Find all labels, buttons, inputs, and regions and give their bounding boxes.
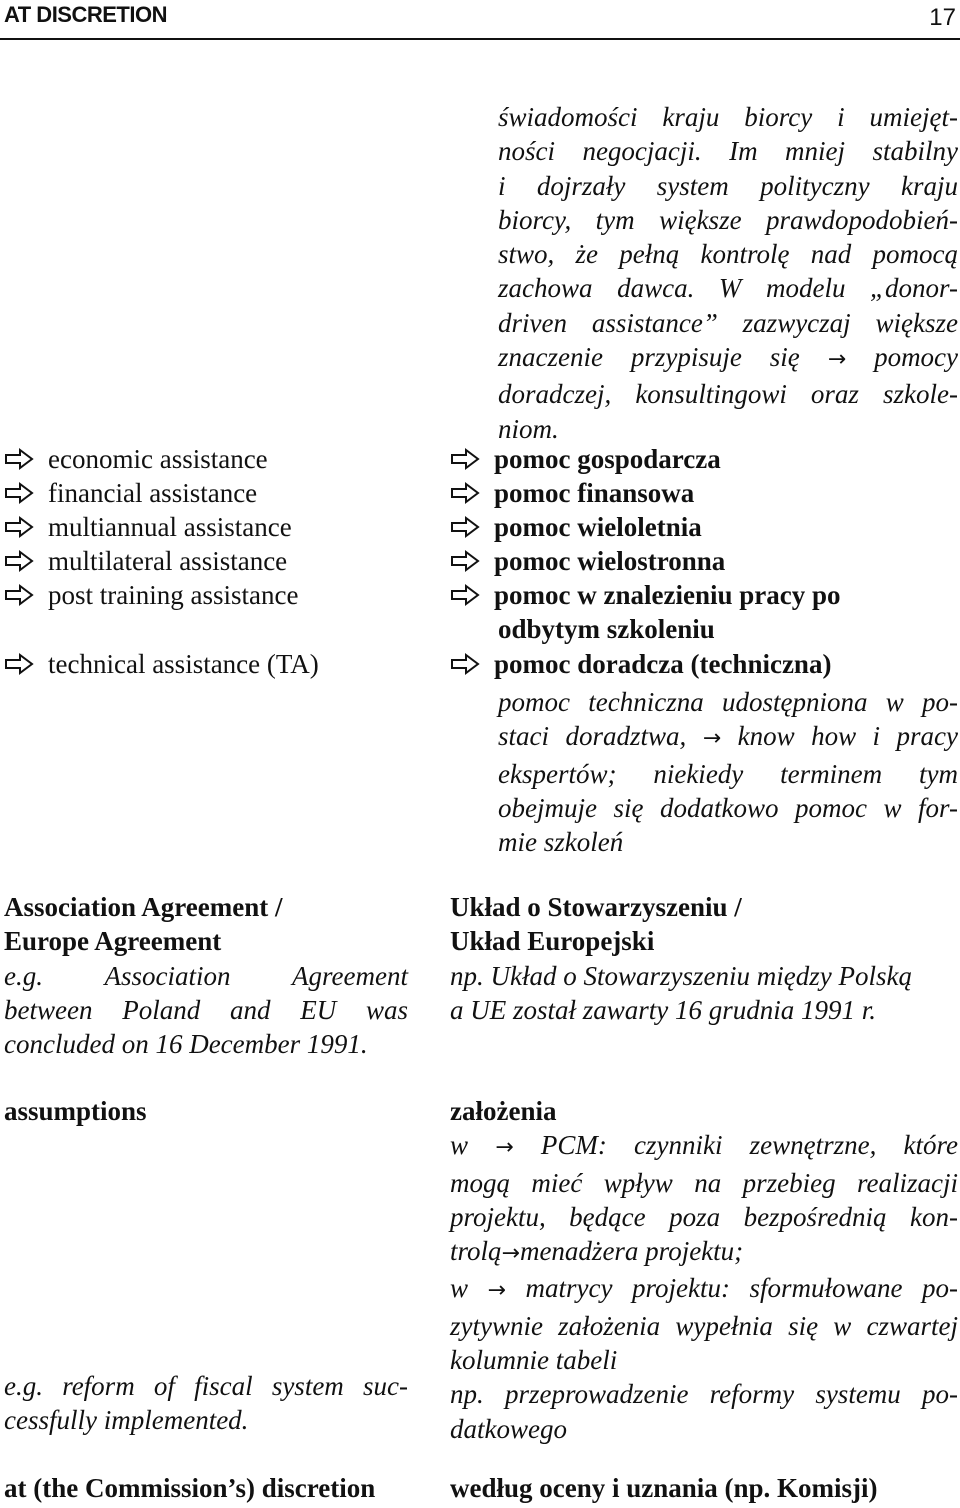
- hollow-right-arrow-icon: [450, 582, 480, 604]
- hollow-right-arrow-icon: [450, 446, 480, 468]
- term-title: Europe Agreement: [4, 926, 222, 957]
- hollow-right-arrow-icon: [4, 582, 34, 604]
- hollow-right-arrow-icon: [4, 651, 34, 673]
- term-pl: pomoc wieloletnia: [450, 512, 702, 543]
- term-en: financial assistance: [4, 478, 257, 509]
- hollow-right-arrow-icon: [4, 446, 34, 468]
- assistance-terms-pl: [450, 444, 950, 684]
- section-title: AT DISCRETION: [4, 2, 167, 27]
- def-line-with-arrow: w → matrycy projektu: sformułowane po-: [450, 1273, 959, 1304]
- hollow-right-arrow-icon: [4, 514, 34, 536]
- term-en: multiannual assistance: [4, 512, 292, 543]
- right-arrow-icon: →: [702, 726, 722, 752]
- term-en: technical assistance (TA): [4, 649, 319, 680]
- term-title: założenia: [450, 1096, 557, 1126]
- term-pl: pomoc w znalezieniu pracy po: [450, 580, 840, 611]
- assumptions-pl: założenia w → PCM: czynniki zewnętrzne, które mogą mieć wpływ na przebieg realizacji projektu, będące poza bezpośrednią kon- trolą→menadżera projektu; w → matrycy projektu: sformułowane po- zytywnie założenia wypełnia się w czwartej kolumnie tabeli np. przeprowadzenie reformy systemu po- datkowego: [450, 1096, 959, 1444]
- association-pl: Układ o Stowarzyszeniu / Układ Europejski np. Układ o Stowarzyszeniu między Polską a UE został zawarty 16 grudnia 1991 r.: [450, 890, 958, 1027]
- term-en: economic assistance: [4, 444, 268, 475]
- right-arrow-icon: →: [487, 1278, 506, 1304]
- hollow-right-arrow-icon: [450, 514, 480, 536]
- term-title: Układ Europejski: [450, 926, 655, 957]
- page-header: [0, 0, 960, 40]
- term-title: Association Agreement /: [4, 892, 283, 922]
- hollow-right-arrow-icon: [450, 480, 480, 502]
- term-pl: pomoc wielostronna: [450, 546, 725, 577]
- assistance-terms-en: [4, 444, 424, 684]
- term-en: multilateral assistance: [4, 546, 287, 577]
- def-line-with-arrow: w → PCM: czynniki zewnętrzne, które: [450, 1130, 959, 1161]
- intro-line-with-arrow: znaczenie przypisuje się → pomocy: [498, 342, 959, 373]
- term-title: Układ o Stowarzyszeniu /: [450, 892, 742, 922]
- right-arrow-icon: →: [501, 1241, 520, 1267]
- term-pl: pomoc finansowa: [450, 478, 694, 509]
- discretion-pl: według oceny i uznania (np. Komisji): [450, 1473, 878, 1503]
- intro-paragraph: świadomości kraju biorcy i umiejęt- ności negocjacji. Im mniej stabilny i dojrzały system polityczny kraju biorcy, tym większe prawdopodobień- stwo, że pełną kontrolę nad pomocą zachowa dawca. W modelu „donor- driven assistance” zazwyczaj większe znaczenie przypisuje się → pomocy doradczej, konsultingowi oraz szkole- niom.: [498, 102, 959, 444]
- right-arrow-icon: →: [827, 347, 847, 373]
- right-arrow-icon: →: [495, 1135, 514, 1161]
- assumptions-en-example: e.g. reform of fiscal system suc- cessfully implemented.: [4, 1371, 408, 1436]
- hollow-right-arrow-icon: [450, 651, 480, 673]
- term-pl: pomoc gospodarcza: [450, 444, 721, 475]
- term-pl-continuation: odbytym szkoleniu: [498, 614, 715, 644]
- ta-definition: pomoc techniczna udostępniona w po- staci doradztwa, → know how i pracy ekspertów; niekiedy terminem tym obejmuje się dodatkowo pomoc w for- mie szkoleń: [498, 687, 959, 858]
- discretion-en: at (the Commission’s) discretion: [4, 1473, 376, 1503]
- hollow-right-arrow-icon: [450, 548, 480, 570]
- def-line-with-arrow: trolą→menadżera projektu;: [450, 1236, 744, 1267]
- hollow-right-arrow-icon: [4, 548, 34, 570]
- term-en: post training assistance: [4, 580, 298, 611]
- hollow-right-arrow-icon: [4, 480, 34, 502]
- page-number: 17: [929, 4, 956, 31]
- ta-line-with-arrow: staci doradztwa, → know how i pracy: [498, 721, 959, 752]
- term-pl: pomoc doradcza (techniczna): [450, 649, 831, 680]
- association-en: Association Agreement / Europe Agreement e.g. Association Agreement between Poland and EU was concluded on 16 December 1991.: [4, 892, 408, 1060]
- assumptions-en-term: assumptions: [4, 1096, 147, 1126]
